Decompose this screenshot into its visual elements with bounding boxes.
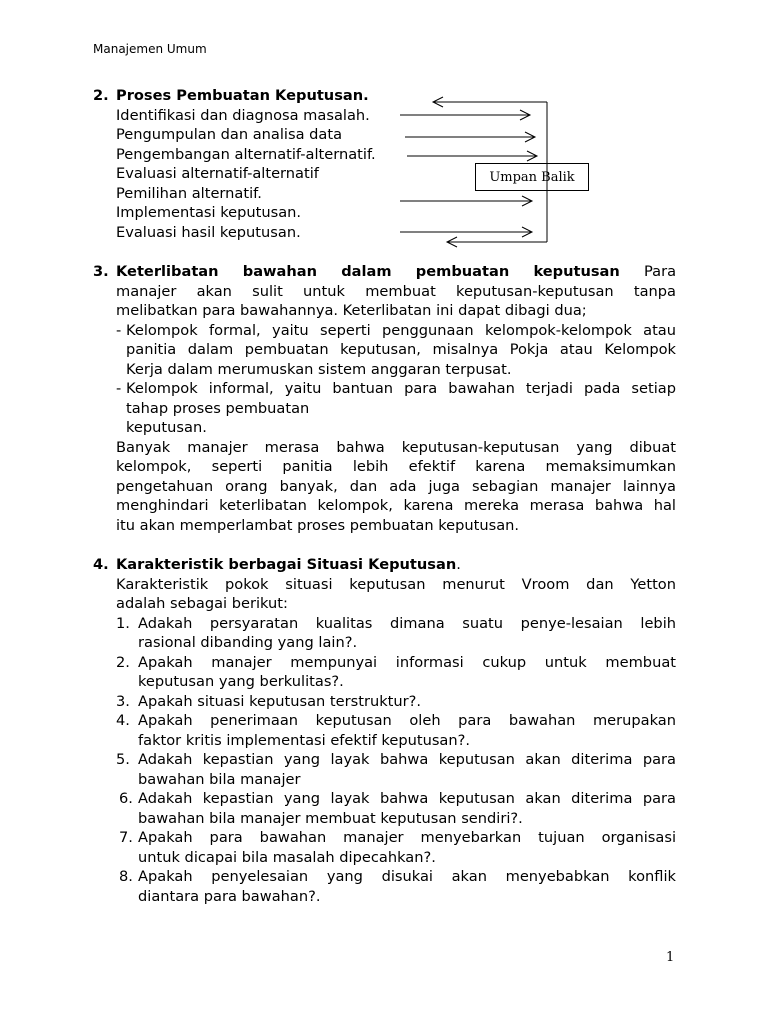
- title-word: bawahan: [242, 263, 318, 280]
- bullet-item: [116, 321, 676, 380]
- section-4-title: Karakteristik berbagai Situasi Keputusan: [116, 556, 457, 573]
- list-line: untuk dicapai bila masalah dipecahkan?.: [138, 848, 436, 866]
- bullet-item: [116, 379, 676, 438]
- section-2-title: Proses Pembuatan Keputusan.: [116, 87, 369, 104]
- section-4-number: 4.: [93, 556, 109, 573]
- process-step: Pemilihan alternatif.: [116, 184, 262, 202]
- list-line: Adakah persyaratan kualitas dimana suatu penye-lesaian lebih: [138, 614, 676, 632]
- title-word: Keterlibatan: [116, 263, 219, 280]
- process-step: Evaluasi hasil keputusan.: [116, 223, 301, 241]
- running-header: Manajemen Umum: [93, 42, 207, 56]
- bullet-line: panitia dalam pembuatan keputusan, misalnya Pokja atau Kelompok: [126, 341, 676, 358]
- list-number: 8.: [119, 868, 133, 885]
- list-line: bawahan bila manajer: [138, 770, 301, 788]
- process-step: Pengembangan alternatif-alternatif.: [116, 145, 376, 163]
- list-line: Adakah kepastian yang layak bahwa keputusan akan diterima para: [138, 790, 676, 807]
- process-step: Evaluasi alternatif-alternatif: [116, 165, 319, 182]
- section-3: [93, 262, 676, 535]
- paragraph-line: itu akan memperlambat proses pembuatan keputusan.: [116, 516, 520, 534]
- list-item: [116, 828, 676, 867]
- list-item: [116, 711, 676, 750]
- title-word: dalam: [341, 263, 392, 280]
- feedback-box: Umpan Balik: [475, 163, 589, 191]
- section-4: [93, 555, 676, 906]
- bullet-marker: -: [116, 380, 122, 397]
- list-line: diantara para bawahan?.: [138, 887, 321, 905]
- paragraph-line: Banyak manajer merasa bahwa keputusan-keputusan yang dibuat: [116, 438, 676, 456]
- list-line: Adakah kepastian yang layak bahwa keputusan akan diterima para: [138, 751, 676, 768]
- list-number: 4.: [116, 712, 130, 729]
- section-3-title-line: [116, 262, 676, 282]
- list-number: 5.: [116, 751, 130, 768]
- list-item: [116, 692, 676, 712]
- title-word: Para: [643, 263, 677, 280]
- bullet-line: tahap proses pembuatan: [126, 399, 310, 417]
- bullet-line: Kelompok informal, yaitu bantuan para bawahan terjadi pada setiap: [126, 380, 676, 397]
- process-step: Pengumpulan dan analisa data: [116, 126, 343, 143]
- bullet-line: Kerja dalam merumuskan sistem anggaran terpusat.: [126, 360, 512, 378]
- bullet-line: keputusan.: [126, 419, 207, 436]
- section-2-number: 2.: [93, 87, 109, 104]
- list-item: [116, 789, 676, 828]
- list-item: [116, 750, 676, 789]
- section-3-number: 3.: [93, 263, 109, 280]
- list-number: 1.: [116, 614, 130, 632]
- section-4-title-line: [116, 555, 676, 575]
- list-number: 3.: [116, 692, 130, 710]
- paragraph-line: pengetahuan orang banyak, dan ada juga sebagian manajer lainnya: [116, 477, 676, 495]
- process-step: Identifikasi dan diagnosa masalah.: [116, 106, 370, 124]
- paragraph-line: Karakteristik pokok situasi keputusan menurut Vroom dan Yetton: [116, 575, 676, 593]
- bullet-marker: -: [116, 321, 122, 339]
- paragraph-line: manajer akan sulit untuk membuat keputusan-keputusan tanpa: [116, 282, 676, 300]
- list-line: keputusan yang berkulitas?.: [138, 673, 344, 690]
- list-line: Apakah para bawahan manajer menyebarkan tujuan organisasi: [138, 829, 676, 846]
- paragraph-line: menghindari keterlibatan kelompok, karena mereka merasa bahwa hal: [116, 497, 676, 514]
- bullet-line: Kelompok formal, yaitu seperti penggunaan kelompok-kelompok atau: [126, 321, 676, 339]
- list-line: Apakah penerimaan keputusan oleh para bawahan merupakan: [138, 712, 676, 729]
- list-line: Apakah situasi keputusan terstruktur?.: [138, 692, 421, 710]
- list-line: Apakah penyelesaian yang disukai akan menyebabkan konflik: [138, 868, 676, 885]
- list-line: Apakah manajer mempunyai informasi cukup untuk membuat: [138, 653, 676, 671]
- paragraph-line: kelompok, seperti panitia lebih efektif karena memaksimumkan: [116, 458, 676, 475]
- list-item: [116, 653, 676, 692]
- list-item: [116, 614, 676, 653]
- list-line: faktor kritis implementasi efektif keputusan?.: [138, 731, 470, 749]
- list-item: [116, 867, 676, 906]
- list-number: 6.: [119, 790, 133, 807]
- page-number: 1: [666, 950, 675, 965]
- list-line: rasional dibanding yang lain?.: [138, 634, 358, 651]
- feedback-diagram: [0, 0, 768, 260]
- title-word: keputusan: [533, 263, 620, 280]
- list-number: 2.: [116, 653, 130, 671]
- process-step: Implementasi keputusan.: [116, 204, 302, 221]
- paragraph-line: melibatkan para bawahannya. Keterlibatan ini dapat dibagi dua;: [116, 302, 587, 319]
- list-line: bawahan bila manajer membuat keputusan sendiri?.: [138, 809, 523, 827]
- paragraph-line: adalah sebagai berikut:: [116, 595, 288, 612]
- title-word: pembuatan: [415, 263, 510, 280]
- section-4-title-suffix: .: [456, 556, 461, 573]
- list-number: 7.: [119, 829, 133, 846]
